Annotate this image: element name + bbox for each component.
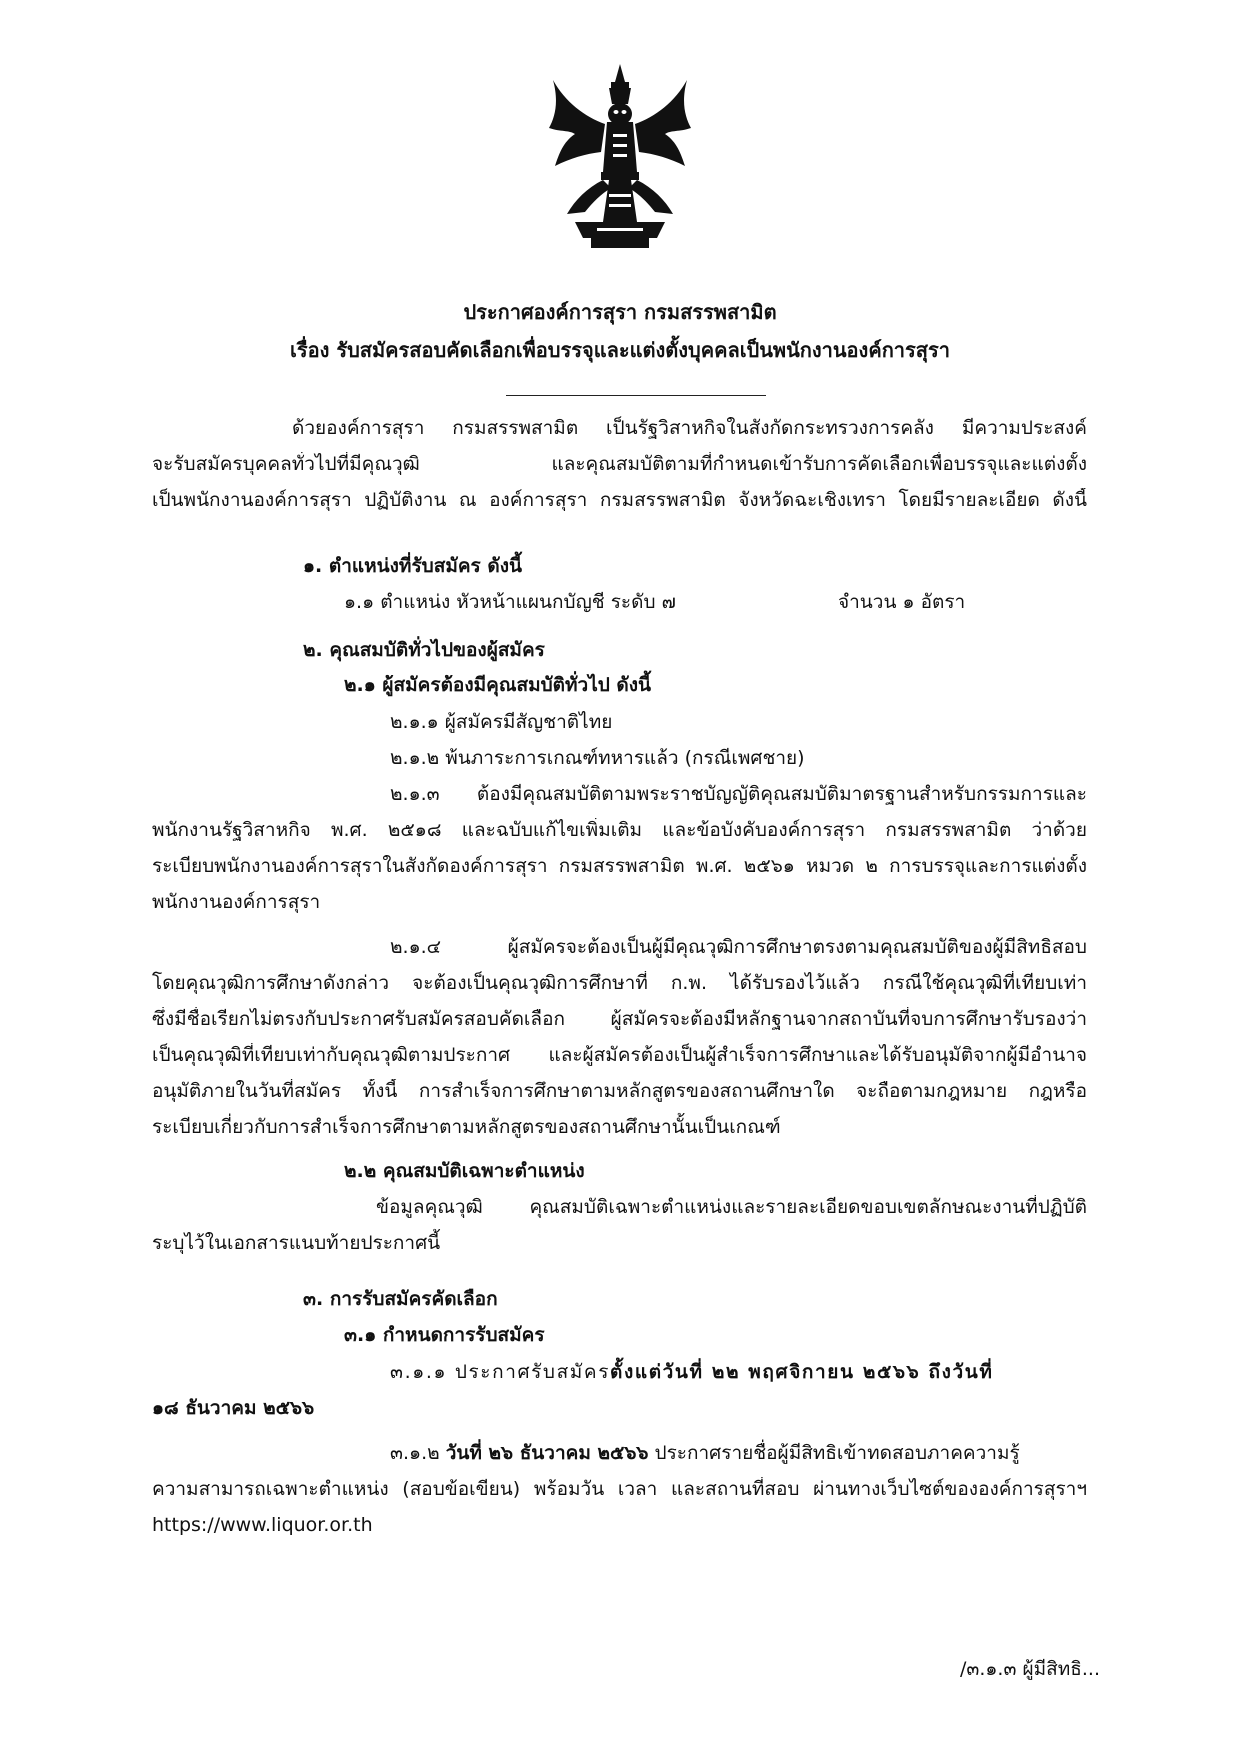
website-url: https://www.liquor.or.th: [152, 1514, 373, 1536]
section-2-heading: ๒. คุณสมบัติทั่วไปของผู้สมัคร: [303, 639, 545, 661]
item-2-1-3-line-1: ๒.๑.๓ ต้องมีคุณสมบัติตามพระราชบัญญัติคุณสมบัติมาตรฐานสำหรับกรรมการและ: [390, 783, 1087, 805]
position-count: จำนวน ๑ อัตรา: [838, 591, 966, 613]
section-1-heading: ๑. ตำแหน่งที่รับสมัคร ดังนี้: [303, 555, 522, 577]
application-period: ตั้งแต่วันที่ ๒๒ พฤศจิกายน ๒๕๖๖ ถึงวันที่: [610, 1361, 994, 1383]
item-3-1-2-line-1: [390, 1441, 1020, 1465]
section-2-2-text-line-2: ระบุไว้ในเอกสารแนบท้ายประกาศนี้: [152, 1232, 441, 1254]
item-2-1-4-line-4: เป็นคุณวุฒิที่เทียบเท่ากับคุณวุฒิตามประกาศ และผู้สมัครต้องเป็นผู้สำเร็จการศึกษาและได้รับอนุมัติจากผู้มีอำนาจ: [152, 1044, 1087, 1066]
item-2-1-1: ๒.๑.๑ ผู้สมัครมีสัญชาติไทย: [390, 711, 613, 733]
item-3-1-2-rest: ประกาศรายชื่อผู้มีสิทธิเข้าทดสอบภาคความรู้: [648, 1442, 1020, 1464]
intro-line-3: เป็นพนักงานองค์การสุรา ปฏิบัติงาน ณ องค์การสุรา กรมสรรพสามิต จังหวัดฉะเชิงเทรา โดยมีรายละเอียด ดังนี้: [152, 489, 1087, 511]
announcement-title: ประกาศองค์การสุรา กรมสรรพสามิต: [463, 300, 777, 324]
item-2-1-3-line-2: พนักงานรัฐวิสาหกิจ พ.ศ. ๒๕๑๘ และฉบับแก้ไขเพิ่มเติม และข้อบังคับองค์การสุรา กรมสรรพสามิต ว่าด้วย: [152, 819, 1087, 841]
item-3-1-2-line-2: ความสามารถเฉพาะตำแหน่ง (สอบข้อเขียน) พร้อมวัน เวลา และสถานที่สอบ ผ่านทางเว็บไซต์ขององค์การสุราฯ: [152, 1478, 1087, 1500]
position-title: ๑.๑ ตำแหน่ง หัวหน้าแผนกบัญชี ระดับ ๗: [344, 591, 676, 613]
announcement-subject: เรื่อง รับสมัครสอบคัดเลือกเพื่อบรรจุและแต่งตั้งบุคคลเป็นพนักงานองค์การสุรา: [290, 338, 950, 362]
page-continuation: /๓.๑.๓ ผู้มีสิทธิ...: [959, 1658, 1100, 1680]
intro-line-1: ด้วยองค์การสุรา กรมสรรพสามิต เป็นรัฐวิสาหกิจในสังกัดกระทรวงการคลัง มีความประสงค์: [292, 417, 1087, 439]
garuda-emblem-icon: [545, 62, 695, 252]
section-2-2-heading: ๒.๒ คุณสมบัติเฉพาะตำแหน่ง: [344, 1160, 585, 1182]
item-2-1-4-line-1: ๒.๑.๔ ผู้สมัครจะต้องเป็นผู้มีคุณวุฒิการศึกษาตรงตามคุณสมบัติของผู้มีสิทธิสอบ: [390, 936, 1087, 958]
item-2-1-4-line-3: ซึ่งมีชื่อเรียกไม่ตรงกับประกาศรับสมัครสอบคัดเลือก ผู้สมัครจะต้องมีหลักฐานจากสถาบันที่จบการศึกษารับรองว่า: [152, 1008, 1087, 1030]
item-2-1-2: ๒.๑.๒ พ้นภาระการเกณฑ์ทหารแล้ว (กรณีเพศชาย): [390, 747, 805, 769]
intro-line-2: จะรับสมัครบุคคลทั่วไปที่มีคุณวุฒิ และคุณสมบัติตามที่กำหนดเข้ารับการคัดเลือกเพื่อบรรจุและแต่งตั้ง: [152, 453, 1087, 475]
section-2-2-text-line-1: ข้อมูลคุณวุฒิ คุณสมบัติเฉพาะตำแหน่งและรายละเอียดขอบเขตลักษณะงานที่ปฏิบัติ: [376, 1196, 1087, 1218]
item-3-1-2-prefix: ๓.๑.๒: [390, 1442, 446, 1464]
section-3-1-heading: ๓.๑ กำหนดการรับสมัคร: [344, 1324, 545, 1346]
item-3-1-1-prefix: ๓.๑.๑ ประกาศรับสมัคร: [390, 1361, 611, 1383]
item-2-1-3-line-4: พนักงานองค์การสุรา: [152, 891, 321, 913]
application-end-date: ๑๘ ธันวาคม ๒๕๖๖: [152, 1397, 315, 1419]
item-2-1-4-line-6: ระเบียบเกี่ยวกับการสำเร็จการศึกษาตามหลักสูตรของสถานศึกษานั้นเป็นเกณฑ์: [152, 1116, 781, 1138]
item-2-1-3-line-3: ระเบียบพนักงานองค์การสุราในสังกัดองค์การสุรา กรมสรรพสามิต พ.ศ. ๒๕๖๑ หมวด ๒ การบรรจุและการแต่งตั้ง: [152, 855, 1087, 877]
item-2-1-4-line-2: โดยคุณวุฒิการศึกษาดังกล่าว จะต้องเป็นคุณวุฒิการศึกษาที่ ก.พ. ได้รับรองไว้แล้ว กรณีใช้คุณวุฒิที่เทียบเท่า: [152, 972, 1087, 994]
item-2-1-4-line-5: อนุมัติภายในวันที่สมัคร ทั้งนี้ การสำเร็จการศึกษาตามหลักสูตรของสถานศึกษาใด จะถือตามกฎหมาย กฎหรือ: [152, 1080, 1087, 1102]
title-divider: [506, 395, 766, 396]
section-3-heading: ๓. การรับสมัครคัดเลือก: [303, 1288, 498, 1310]
item-3-1-1-line-1: [390, 1360, 993, 1384]
announcement-date: วันที่ ๒๖ ธันวาคม ๒๕๖๖: [445, 1442, 649, 1464]
section-2-1-heading: ๒.๑ ผู้สมัครต้องมีคุณสมบัติทั่วไป ดังนี้: [344, 674, 652, 696]
